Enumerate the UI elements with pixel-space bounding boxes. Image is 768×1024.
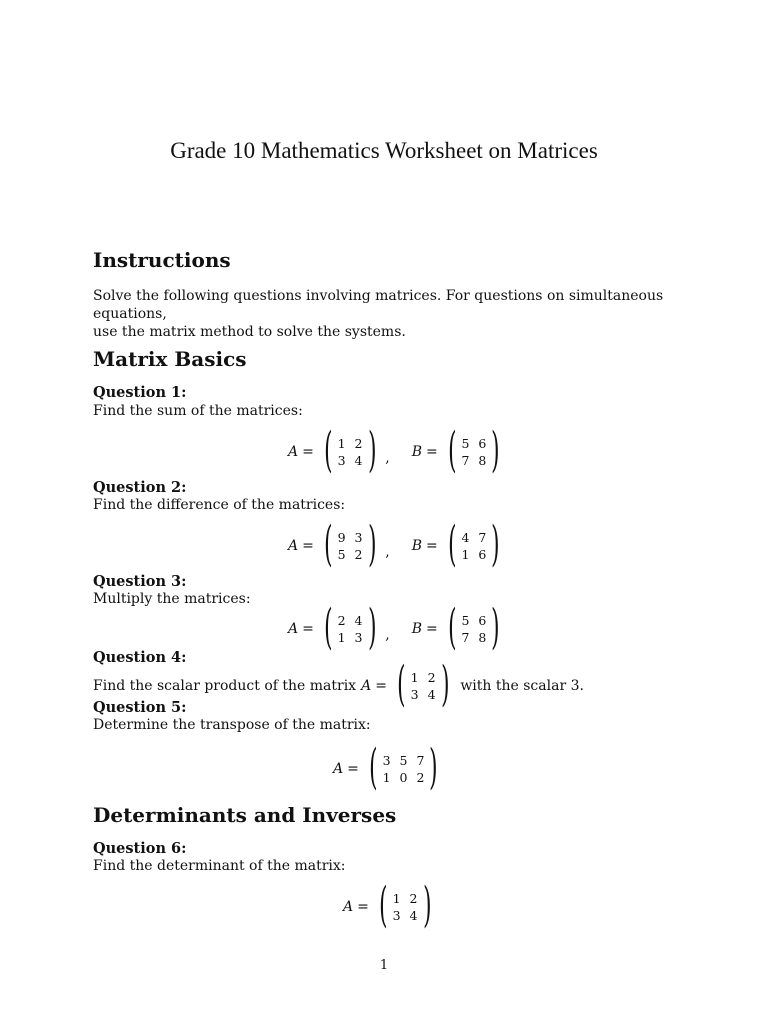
matrix-cell: 3 <box>392 907 401 923</box>
matrix-cell: 6 <box>478 435 487 451</box>
matrix-cell: 8 <box>478 629 487 645</box>
right-paren: ) <box>491 599 500 655</box>
matrix-cell: 5 <box>337 546 346 562</box>
matrix-cell: 4 <box>354 452 363 468</box>
question-4-text-before: Find the scalar product of the matrix <box>93 678 357 694</box>
matrix-cell: 1 <box>392 890 401 906</box>
matrix-cell: 2 <box>416 769 425 785</box>
right-paren: ) <box>367 599 377 655</box>
equals-sign: = <box>425 444 438 460</box>
matrix-cell: 2 <box>427 669 436 685</box>
matrix-b <box>443 422 505 478</box>
question-2-title: Question 2: <box>93 479 187 496</box>
matrix-basics-heading: Matrix Basics <box>93 347 247 371</box>
comma: , <box>385 450 390 466</box>
matrix-cell: 7 <box>461 452 470 468</box>
page-number: 1 <box>379 958 389 973</box>
instructions-line-2: use the matrix method to solve the systems. <box>93 324 406 340</box>
matrix-cell: 7 <box>461 629 470 645</box>
matrix-cell: 5 <box>461 612 470 628</box>
matrix-cell: 3 <box>337 452 346 468</box>
matrix-cell: 7 <box>416 752 425 768</box>
matrix-cell: 9 <box>337 529 346 545</box>
question-1-text: Find the sum of the matrices: <box>93 403 303 419</box>
question-3-text: Multiply the matrices: <box>93 591 251 607</box>
matrix-a <box>319 422 381 478</box>
question-1-equation <box>288 422 505 478</box>
comma: , <box>385 544 390 560</box>
question-4-title: Question 4: <box>93 649 187 666</box>
matrix-cell: 7 <box>478 529 487 545</box>
equals-sign: = <box>302 538 314 554</box>
question-5-equation <box>333 739 443 795</box>
instructions-line-1: Solve the following questions involving matrices. For questions on simultaneous equations, <box>93 288 664 322</box>
left-paren: ( <box>324 422 333 478</box>
matrix-b-label: B <box>411 444 422 460</box>
matrix-cell: 4 <box>409 907 418 923</box>
matrix-cell: 0 <box>399 769 408 785</box>
right-paren: ) <box>429 739 439 795</box>
matrix-b <box>443 516 505 572</box>
left-paren: ( <box>369 739 378 795</box>
matrix-a-label: A <box>361 678 372 694</box>
left-paren: ( <box>447 516 457 572</box>
matrix-a-label: A <box>343 899 354 915</box>
matrix-cell: 1 <box>461 546 470 562</box>
question-1-title: Question 1: <box>93 384 187 401</box>
matrix-cell: 1 <box>382 769 391 785</box>
page-title: Grade 10 Mathematics Worksheet on Matrices <box>170 138 598 163</box>
right-paren: ) <box>491 516 500 572</box>
left-paren: ( <box>397 656 406 712</box>
matrix-cell: 8 <box>478 452 487 468</box>
equals-sign: = <box>425 621 438 637</box>
matrix-a-label: A <box>288 444 299 460</box>
question-4-text-after: with the scalar 3. <box>460 678 584 694</box>
matrix-cell: 2 <box>409 890 418 906</box>
matrix-cell: 4 <box>354 612 363 628</box>
matrix-cell: 1 <box>337 435 346 451</box>
left-paren: ( <box>379 877 388 933</box>
equals-sign: = <box>375 678 387 694</box>
left-paren: ( <box>324 516 333 572</box>
matrix-cell: 2 <box>337 612 346 628</box>
determinants-heading: Determinants and Inverses <box>93 803 397 827</box>
equals-sign: = <box>425 538 438 554</box>
question-5-title: Question 5: <box>93 699 187 716</box>
matrix-cell: 2 <box>354 435 363 451</box>
matrix-a <box>319 599 381 655</box>
question-5-text: Determine the transpose of the matrix: <box>93 717 371 733</box>
question-6-equation <box>343 877 436 933</box>
matrix-cell: 3 <box>410 686 419 702</box>
equals-sign: = <box>347 761 359 777</box>
right-paren: ) <box>422 877 432 933</box>
question-6-title: Question 6: <box>93 840 187 857</box>
matrix-b-label: B <box>411 621 422 637</box>
equals-sign: = <box>357 899 369 915</box>
right-paren: ) <box>440 656 450 712</box>
matrix-a <box>374 877 436 933</box>
matrix-cell: 4 <box>461 529 470 545</box>
instructions-heading: Instructions <box>93 248 231 272</box>
matrix-cell: 1 <box>337 629 346 645</box>
question-3-title: Question 3: <box>93 573 187 590</box>
instructions-text <box>93 287 693 341</box>
matrix-a-label: A <box>288 538 299 554</box>
question-3-equation <box>288 599 505 655</box>
question-2-text: Find the difference of the matrices: <box>93 497 346 513</box>
matrix-cell: 1 <box>410 669 419 685</box>
matrix-a <box>319 516 381 572</box>
right-paren: ) <box>491 422 500 478</box>
matrix-cell: 5 <box>461 435 470 451</box>
left-paren: ( <box>447 422 457 478</box>
right-paren: ) <box>367 516 377 572</box>
matrix-a-label: A <box>288 621 299 637</box>
matrix-cell: 3 <box>382 752 391 768</box>
matrix-cell: 6 <box>478 612 487 628</box>
matrix-cell: 2 <box>354 546 363 562</box>
question-2-equation <box>288 516 505 572</box>
question-6-text: Find the determinant of the matrix: <box>93 858 346 874</box>
matrix-cell: 3 <box>354 629 363 645</box>
matrix-cell: 3 <box>354 529 363 545</box>
matrix-cell: 5 <box>399 752 408 768</box>
matrix-b-label: B <box>411 538 422 554</box>
matrix-b <box>443 599 505 655</box>
matrix-cell: 4 <box>427 686 436 702</box>
matrix-cell: 6 <box>478 546 487 562</box>
matrix-a <box>392 656 454 712</box>
equals-sign: = <box>302 621 314 637</box>
right-paren: ) <box>367 422 377 478</box>
equals-sign: = <box>302 444 314 460</box>
left-paren: ( <box>324 599 333 655</box>
matrix-a <box>364 739 443 795</box>
matrix-a-label: A <box>333 761 344 777</box>
comma: , <box>385 627 390 643</box>
left-paren: ( <box>447 599 457 655</box>
